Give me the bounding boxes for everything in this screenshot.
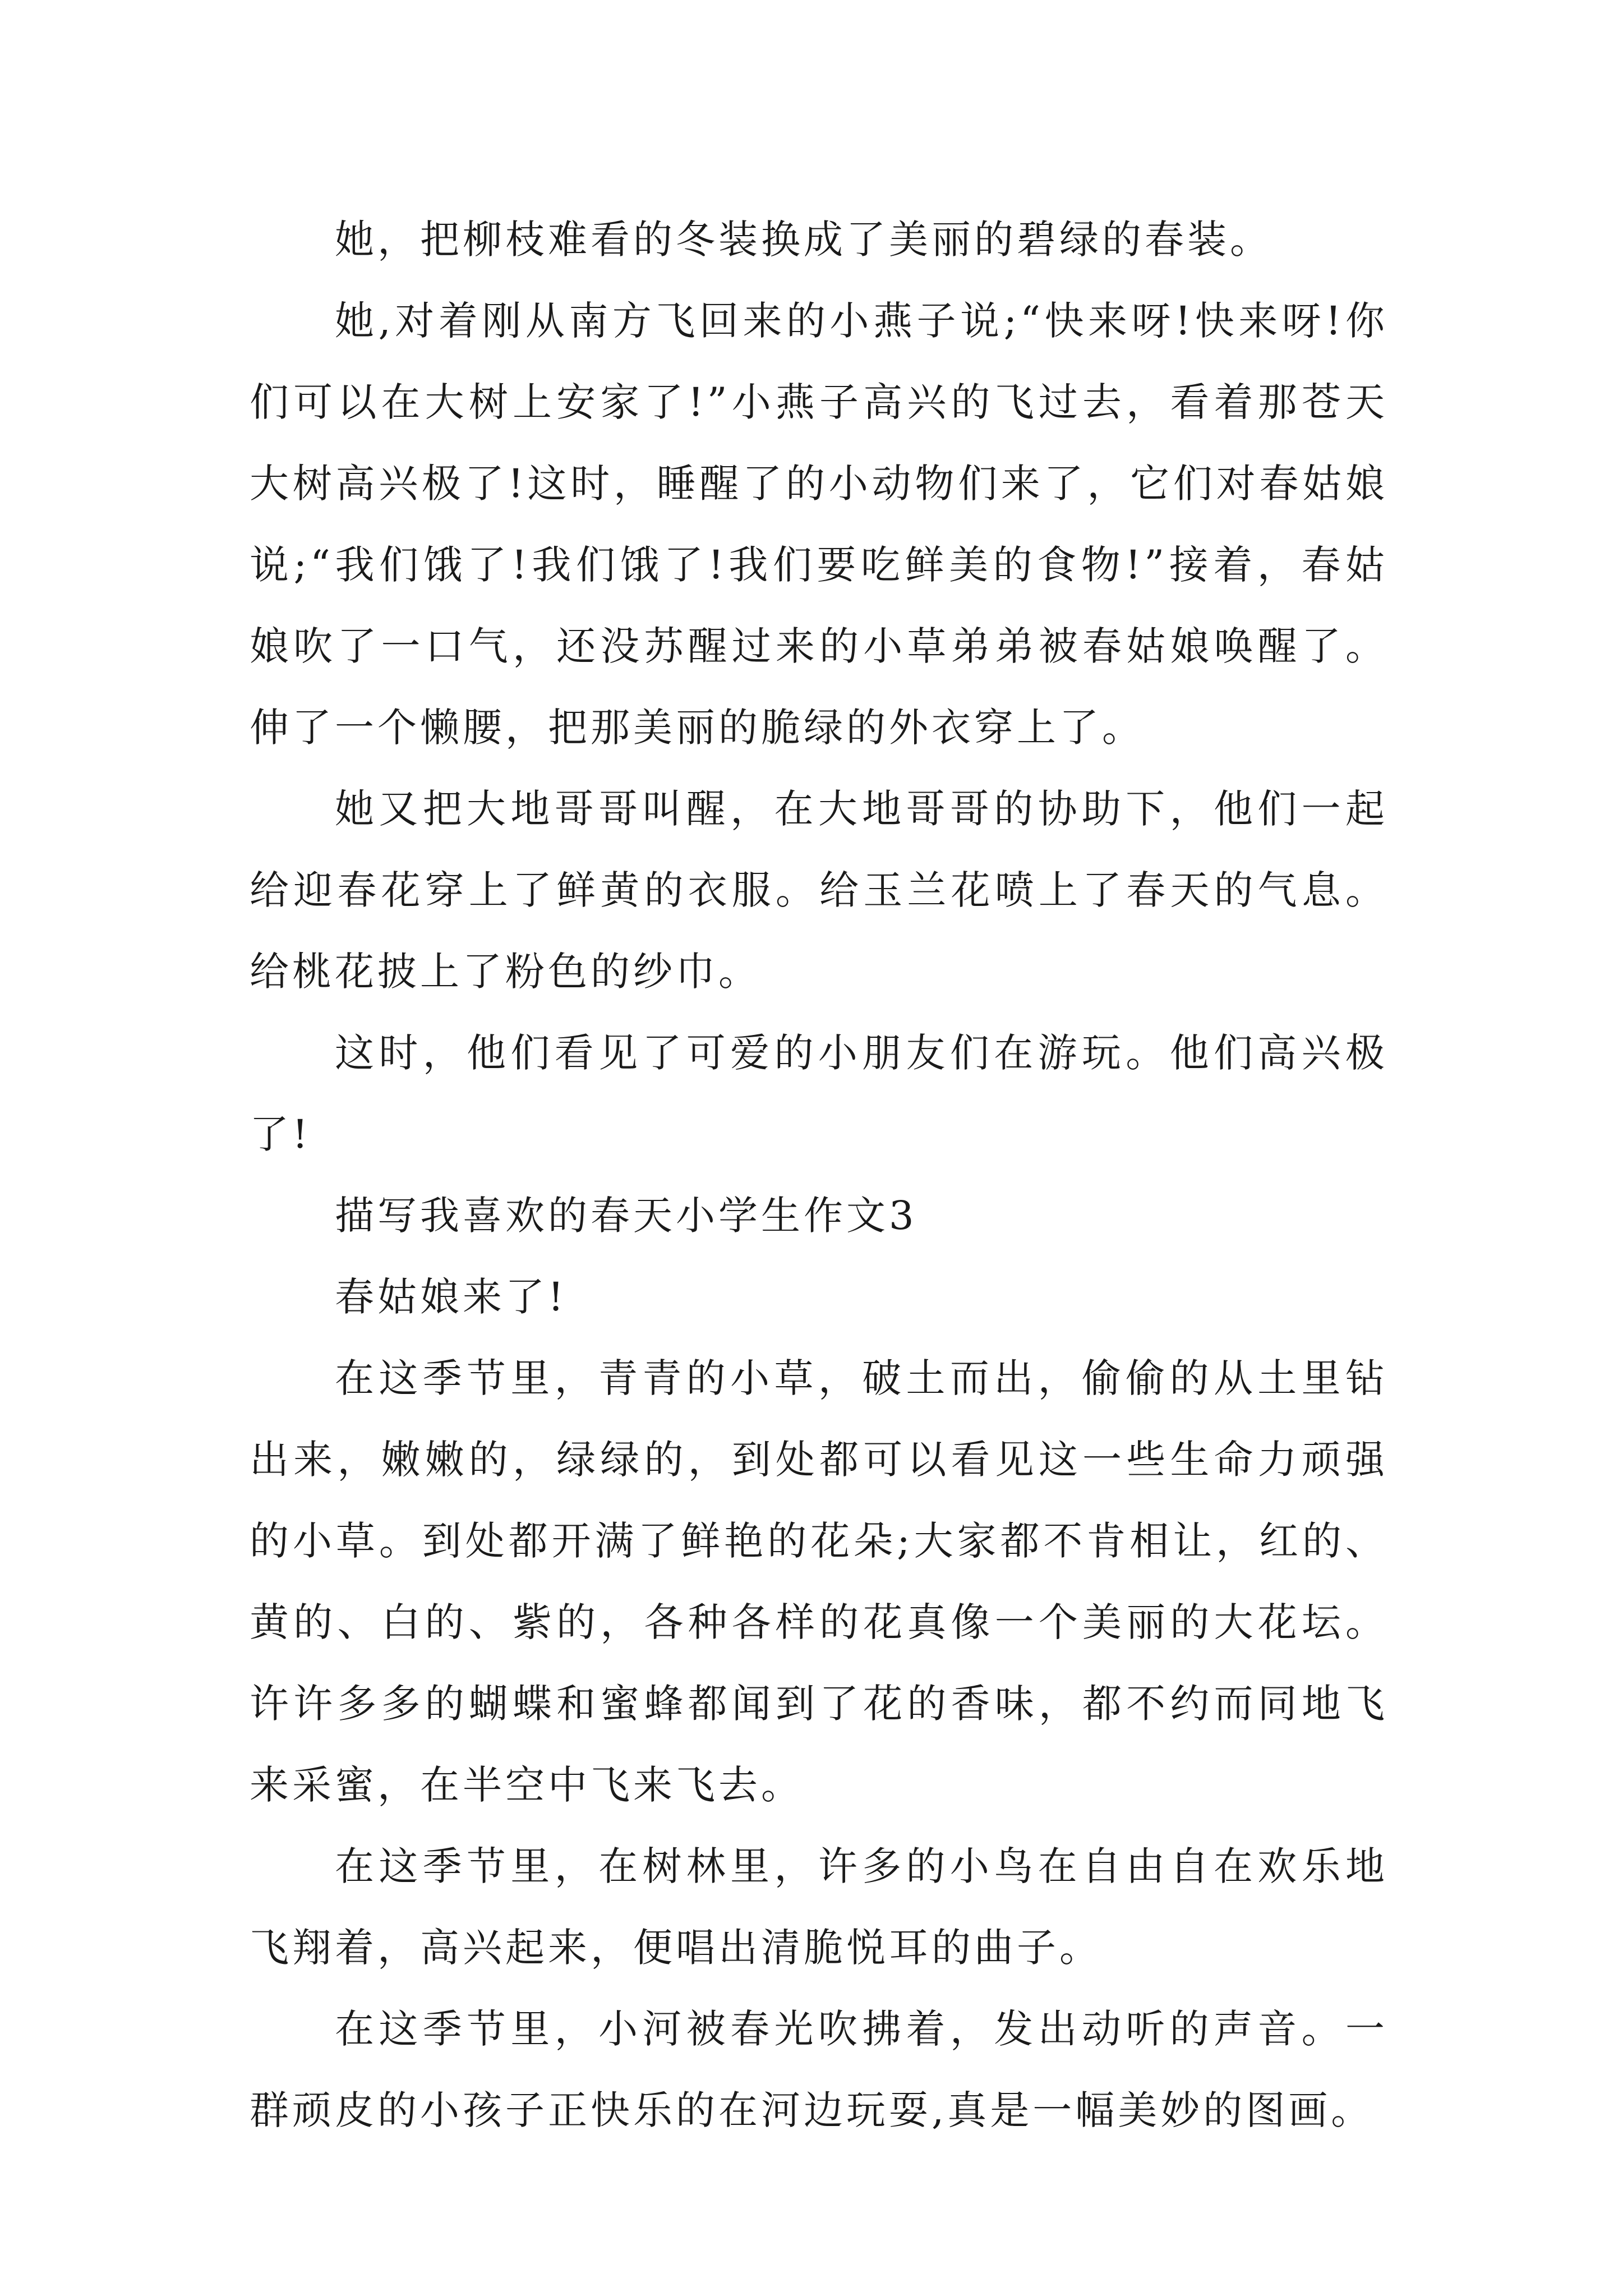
paragraph: 在这季节里，在树林里，许多的小鸟在自由自在欢乐地飞翔着，高兴起来，便唱出清脆悦耳的曲子。	[250, 1843, 1388, 1971]
paragraph: 她，把柳枝难看的冬装换成了美丽的碧绿的春装。	[335, 217, 1272, 263]
paragraph: 她,对着刚从南方飞回来的小燕子说;“快来呀!快来呀!你们可以在大树上安家了!”小燕子高兴的飞过去，看着那苍天大树高兴极了!这时，睡醒了的小动物们来了，它们对春姑娘说;“我们饿了!我们饿了!我们要吃鲜美的食物!”接着，春姑娘吹了一口气，还没苏醒过来的小草弟弟被春姑娘唤醒了。伸了一个懒腰，把那美丽的脆绿的外衣穿上了。	[250, 298, 1388, 751]
section-title: 描写我喜欢的春天小学生作文3	[335, 1193, 917, 1239]
paragraph: 这时，他们看见了可爱的小朋友们在游玩。他们高兴极了!	[250, 1030, 1388, 1157]
document-body	[250, 199, 1388, 2151]
paragraph: 在这季节里，青青的小草，破土而出，偷偷的从土里钻出来，嫩嫩的，绿绿的，到处都可以看见这一些生命力顽强的小草。到处都开满了鲜艳的花朵;大家都不肯相让，红的、黄的、白的、紫的，各种各样的花真像一个美丽的大花坛。许许多多的蝴蝶和蜜蜂都闻到了花的香味，都不约而同地飞来采蜜，在半空中飞来飞去。	[250, 1355, 1388, 1808]
paragraph: 春姑娘来了!	[335, 1274, 568, 1320]
paragraph: 她又把大地哥哥叫醒，在大地哥哥的协助下，他们一起给迎春花穿上了鲜黄的衣服。给玉兰花喷上了春天的气息。给桃花披上了粉色的纱巾。	[250, 786, 1388, 995]
paragraph: 在这季节里，小河被春光吹拂着，发出动听的声音。一群顽皮的小孩子正快乐的在河边玩耍,真是一幅美妙的图画。	[250, 2006, 1388, 2133]
